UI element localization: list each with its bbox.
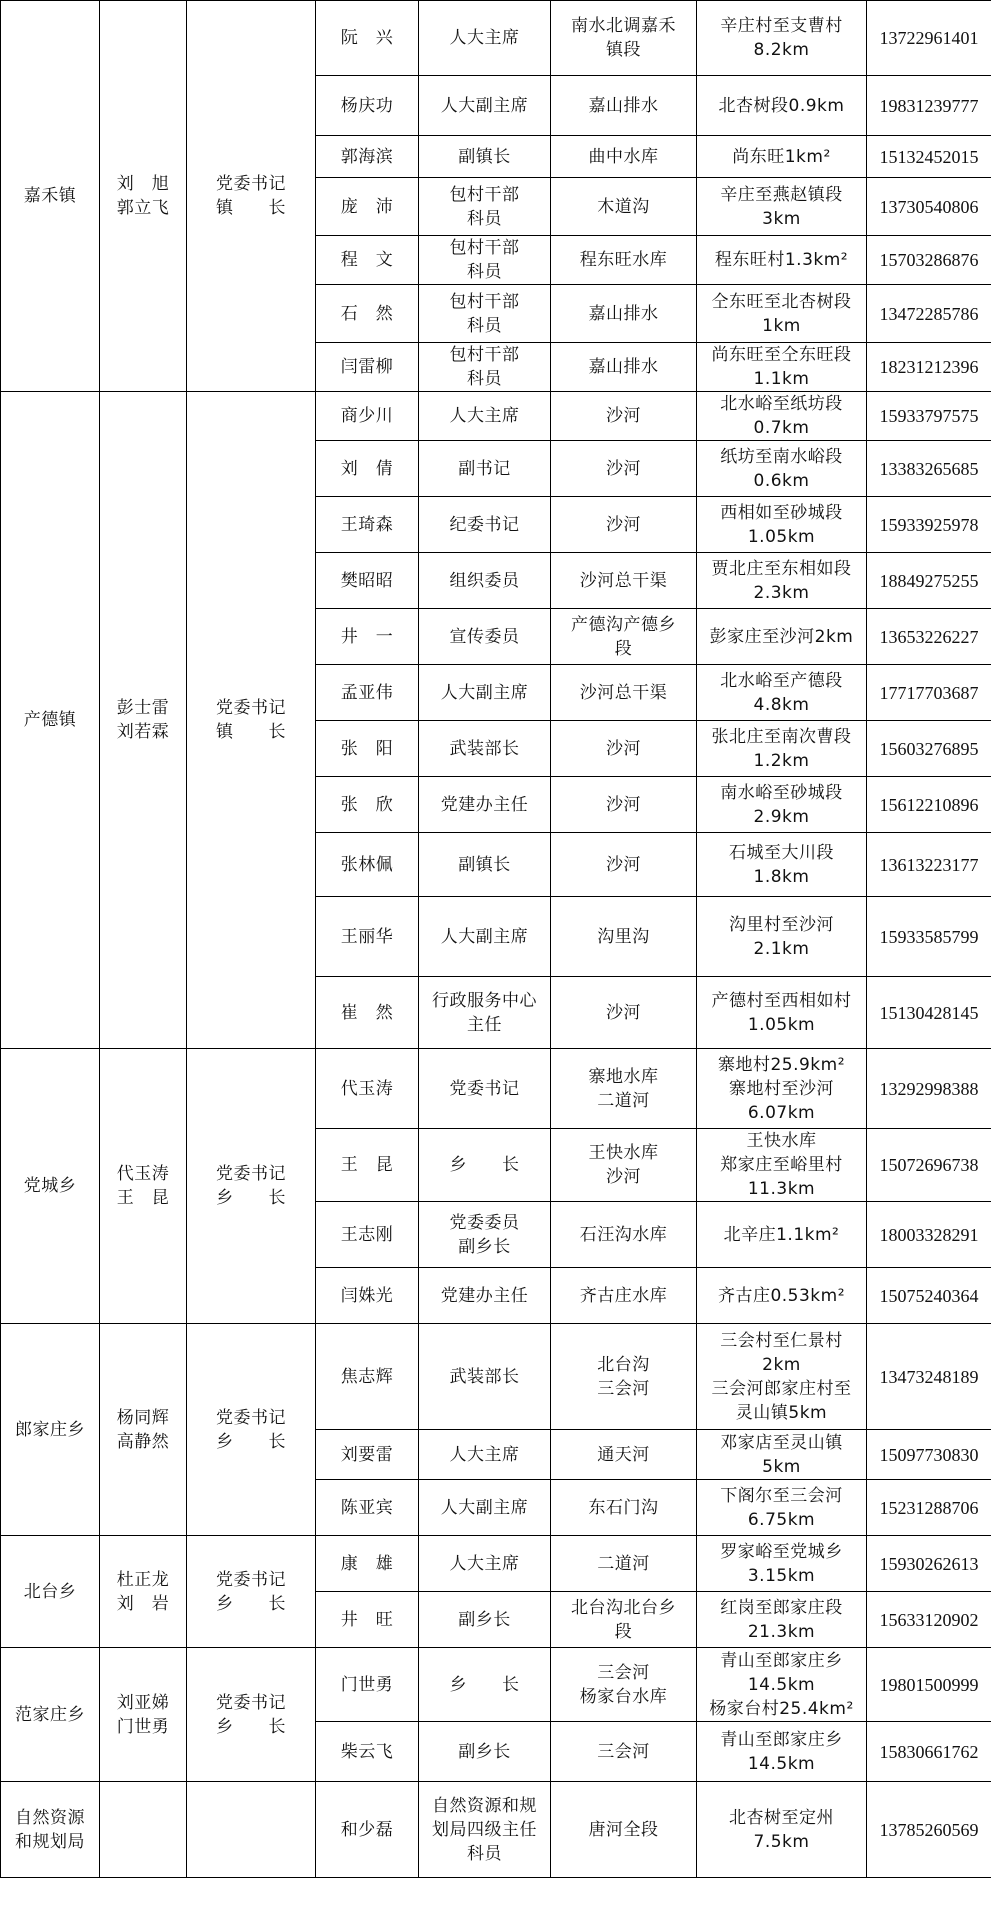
section-cell: 石城至大川段 1.8km bbox=[697, 833, 867, 897]
river-cell: 沙河 bbox=[551, 392, 697, 441]
chief-title-cell: 人大主席 bbox=[419, 1430, 551, 1480]
chief-name-cell: 刘 倩 bbox=[316, 441, 419, 497]
section-cell: 西相如至砂城段 1.05km bbox=[697, 497, 867, 553]
chief-name-cell: 樊昭昭 bbox=[316, 553, 419, 609]
river-cell: 三会河 杨家台水库 bbox=[551, 1648, 697, 1722]
phone-cell: 15703286876 bbox=[867, 236, 991, 285]
chief-title-cell: 包村干部 科员 bbox=[419, 236, 551, 285]
river-cell: 齐古庄水库 bbox=[551, 1268, 697, 1324]
chief-title-cell: 武装部长 bbox=[419, 721, 551, 777]
river-cell: 通天河 bbox=[551, 1430, 697, 1480]
phone-cell: 13730540806 bbox=[867, 178, 991, 236]
phone-cell: 13473248189 bbox=[867, 1324, 991, 1430]
table-row bbox=[1, 1536, 991, 1592]
river-cell: 嘉山排水 bbox=[551, 343, 697, 392]
section-cell: 尚东旺1km² bbox=[697, 136, 867, 178]
phone-cell: 15933797575 bbox=[867, 392, 991, 441]
leader-cell: 代玉涛 王 昆 bbox=[100, 1049, 187, 1324]
section-cell: 青山至郎家庄乡 14.5km bbox=[697, 1722, 867, 1782]
phone-cell: 15603276895 bbox=[867, 721, 991, 777]
chief-title-cell: 人大主席 bbox=[419, 1, 551, 76]
phone-cell: 13292998388 bbox=[867, 1049, 991, 1129]
table-row bbox=[1, 392, 991, 441]
chief-title-cell: 副书记 bbox=[419, 441, 551, 497]
chief-name-cell: 刘要雷 bbox=[316, 1430, 419, 1480]
chief-name-cell: 焦志辉 bbox=[316, 1324, 419, 1430]
river-cell: 北台沟北台乡 段 bbox=[551, 1592, 697, 1648]
phone-cell: 15633120902 bbox=[867, 1592, 991, 1648]
phone-cell: 15072696738 bbox=[867, 1129, 991, 1202]
leader-cell: 杨同辉 高静然 bbox=[100, 1324, 187, 1536]
chief-title-cell: 包村干部 科员 bbox=[419, 343, 551, 392]
section-cell: 程东旺村1.3km² bbox=[697, 236, 867, 285]
river-cell: 程东旺水库 bbox=[551, 236, 697, 285]
chief-name-cell: 张 阳 bbox=[316, 721, 419, 777]
river-cell: 嘉山排水 bbox=[551, 76, 697, 136]
chief-title-cell: 人大主席 bbox=[419, 1536, 551, 1592]
position-cell: 党委书记 乡 长 bbox=[187, 1324, 316, 1536]
leader-cell: 彭士雷 刘若霖 bbox=[100, 392, 187, 1049]
phone-cell: 13785260569 bbox=[867, 1782, 991, 1878]
town-cell: 北台乡 bbox=[1, 1536, 100, 1648]
section-cell: 北辛庄1.1km² bbox=[697, 1202, 867, 1268]
table-row bbox=[1, 1648, 991, 1722]
chief-title-cell: 武装部长 bbox=[419, 1324, 551, 1430]
chief-title-cell: 乡 长 bbox=[419, 1648, 551, 1722]
river-cell: 沙河 bbox=[551, 441, 697, 497]
chief-title-cell: 乡 长 bbox=[419, 1129, 551, 1202]
leader-cell: 刘 旭 郭立飞 bbox=[100, 1, 187, 392]
chief-name-cell: 闫姝光 bbox=[316, 1268, 419, 1324]
phone-cell: 15130428145 bbox=[867, 977, 991, 1049]
town-cell: 范家庄乡 bbox=[1, 1648, 100, 1782]
chief-title-cell: 党建办主任 bbox=[419, 1268, 551, 1324]
chief-name-cell: 王琦森 bbox=[316, 497, 419, 553]
river-cell: 东石门沟 bbox=[551, 1480, 697, 1536]
section-cell: 辛庄至燕赵镇段 3km bbox=[697, 178, 867, 236]
section-cell: 纸坊至南水峪段 0.6km bbox=[697, 441, 867, 497]
town-cell: 嘉禾镇 bbox=[1, 1, 100, 392]
chief-name-cell: 柴云飞 bbox=[316, 1722, 419, 1782]
chief-title-cell: 副镇长 bbox=[419, 833, 551, 897]
chief-name-cell: 张林佩 bbox=[316, 833, 419, 897]
chief-name-cell: 石 然 bbox=[316, 285, 419, 343]
chief-name-cell: 阮 兴 bbox=[316, 1, 419, 76]
river-cell: 寨地水库 二道河 bbox=[551, 1049, 697, 1129]
chief-name-cell: 商少川 bbox=[316, 392, 419, 441]
river-cell: 南水北调嘉禾 镇段 bbox=[551, 1, 697, 76]
chief-title-cell: 人大副主席 bbox=[419, 1480, 551, 1536]
river-cell: 三会河 bbox=[551, 1722, 697, 1782]
chief-name-cell: 闫雷柳 bbox=[316, 343, 419, 392]
phone-cell: 15612210896 bbox=[867, 777, 991, 833]
table-row bbox=[1, 1, 991, 76]
chief-title-cell: 副乡长 bbox=[419, 1592, 551, 1648]
phone-cell: 13613223177 bbox=[867, 833, 991, 897]
chief-name-cell: 孟亚伟 bbox=[316, 665, 419, 721]
town-cell: 党城乡 bbox=[1, 1049, 100, 1324]
chief-name-cell: 郭海滨 bbox=[316, 136, 419, 178]
chief-title-cell: 人大副主席 bbox=[419, 76, 551, 136]
table-row bbox=[1, 1049, 991, 1129]
river-cell: 产德沟产德乡 段 bbox=[551, 609, 697, 665]
chief-title-cell: 纪委书记 bbox=[419, 497, 551, 553]
chief-name-cell: 杨庆功 bbox=[316, 76, 419, 136]
river-cell: 沙河 bbox=[551, 777, 697, 833]
chief-title-cell: 党建办主任 bbox=[419, 777, 551, 833]
river-cell: 沙河总干渠 bbox=[551, 665, 697, 721]
chief-name-cell: 王志刚 bbox=[316, 1202, 419, 1268]
section-cell: 红岗至郎家庄段 21.3km bbox=[697, 1592, 867, 1648]
river-cell: 木道沟 bbox=[551, 178, 697, 236]
river-cell: 沟里沟 bbox=[551, 897, 697, 977]
section-cell: 北杏树段0.9km bbox=[697, 76, 867, 136]
river-cell: 嘉山排水 bbox=[551, 285, 697, 343]
chief-title-cell: 人大副主席 bbox=[419, 665, 551, 721]
chief-title-cell: 宣传委员 bbox=[419, 609, 551, 665]
section-cell: 彭家庄至沙河2km bbox=[697, 609, 867, 665]
phone-cell: 19831239777 bbox=[867, 76, 991, 136]
position-cell: 党委书记 乡 长 bbox=[187, 1536, 316, 1648]
section-cell: 沟里村至沙河 2.1km bbox=[697, 897, 867, 977]
section-cell: 南水峪至砂城段 2.9km bbox=[697, 777, 867, 833]
table-row bbox=[1, 1324, 991, 1430]
section-cell: 北水峪至纸坊段 0.7km bbox=[697, 392, 867, 441]
chief-title-cell: 党委书记 bbox=[419, 1049, 551, 1129]
chief-name-cell: 和少磊 bbox=[316, 1782, 419, 1878]
river-cell: 沙河 bbox=[551, 497, 697, 553]
river-cell: 唐河全段 bbox=[551, 1782, 697, 1878]
position-cell: 党委书记 乡 长 bbox=[187, 1049, 316, 1324]
phone-cell: 13653226227 bbox=[867, 609, 991, 665]
position-cell: 党委书记 乡 长 bbox=[187, 1648, 316, 1782]
section-cell: 北杏树至定州 7.5km bbox=[697, 1782, 867, 1878]
section-cell: 仝东旺至北杏树段 1km bbox=[697, 285, 867, 343]
phone-cell: 17717703687 bbox=[867, 665, 991, 721]
phone-cell: 18849275255 bbox=[867, 553, 991, 609]
section-cell: 辛庄村至支曹村 8.2km bbox=[697, 1, 867, 76]
position-cell: 党委书记 镇 长 bbox=[187, 392, 316, 1049]
phone-cell: 15933925978 bbox=[867, 497, 991, 553]
chief-name-cell: 程 文 bbox=[316, 236, 419, 285]
river-cell: 沙河 bbox=[551, 977, 697, 1049]
chief-title-cell: 组织委员 bbox=[419, 553, 551, 609]
chief-title-cell: 副镇长 bbox=[419, 136, 551, 178]
phone-cell: 15132452015 bbox=[867, 136, 991, 178]
position-cell: 党委书记 镇 长 bbox=[187, 1, 316, 392]
phone-cell: 13383265685 bbox=[867, 441, 991, 497]
section-cell: 王快水库 郑家庄至峪里村 11.3km bbox=[697, 1129, 867, 1202]
phone-cell: 19801500999 bbox=[867, 1648, 991, 1722]
section-cell: 齐古庄0.53km² bbox=[697, 1268, 867, 1324]
chief-title-cell: 自然资源和规 划局四级主任 科员 bbox=[419, 1782, 551, 1878]
section-cell: 产德村至西相如村 1.05km bbox=[697, 977, 867, 1049]
chief-name-cell: 崔 然 bbox=[316, 977, 419, 1049]
chief-title-cell: 党委委员 副乡长 bbox=[419, 1202, 551, 1268]
chief-name-cell: 井 一 bbox=[316, 609, 419, 665]
section-cell: 三会村至仁景村 2km 三会河郎家庄村至 灵山镇5km bbox=[697, 1324, 867, 1430]
chief-name-cell: 张 欣 bbox=[316, 777, 419, 833]
chief-title-cell: 副乡长 bbox=[419, 1722, 551, 1782]
chief-title-cell: 行政服务中心 主任 bbox=[419, 977, 551, 1049]
section-cell: 罗家峪至党城乡 3.15km bbox=[697, 1536, 867, 1592]
chief-name-cell: 井 旺 bbox=[316, 1592, 419, 1648]
river-cell: 王快水库 沙河 bbox=[551, 1129, 697, 1202]
phone-cell: 15930262613 bbox=[867, 1536, 991, 1592]
river-cell: 沙河 bbox=[551, 833, 697, 897]
river-cell: 二道河 bbox=[551, 1536, 697, 1592]
phone-cell: 15830661762 bbox=[867, 1722, 991, 1782]
leader-cell: 刘亚娣 门世勇 bbox=[100, 1648, 187, 1782]
chief-title-cell: 人大主席 bbox=[419, 392, 551, 441]
position-cell bbox=[187, 1782, 316, 1878]
leader-cell bbox=[100, 1782, 187, 1878]
chief-name-cell: 庞 沛 bbox=[316, 178, 419, 236]
phone-cell: 15933585799 bbox=[867, 897, 991, 977]
chief-name-cell: 门世勇 bbox=[316, 1648, 419, 1722]
chief-title-cell: 人大副主席 bbox=[419, 897, 551, 977]
river-cell: 石汪沟水库 bbox=[551, 1202, 697, 1268]
river-cell: 北台沟 三会河 bbox=[551, 1324, 697, 1430]
phone-cell: 13472285786 bbox=[867, 285, 991, 343]
chief-name-cell: 王丽华 bbox=[316, 897, 419, 977]
section-cell: 邓家店至灵山镇 5km bbox=[697, 1430, 867, 1480]
river-cell: 曲中水库 bbox=[551, 136, 697, 178]
phone-cell: 18003328291 bbox=[867, 1202, 991, 1268]
section-cell: 青山至郎家庄乡 14.5km 杨家台村25.4km² bbox=[697, 1648, 867, 1722]
river-cell: 沙河总干渠 bbox=[551, 553, 697, 609]
section-cell: 尚东旺至仝东旺段 1.1km bbox=[697, 343, 867, 392]
phone-cell: 13722961401 bbox=[867, 1, 991, 76]
section-cell: 下阁尔至三会河 6.75km bbox=[697, 1480, 867, 1536]
chief-name-cell: 陈亚宾 bbox=[316, 1480, 419, 1536]
town-cell: 自然资源 和规划局 bbox=[1, 1782, 100, 1878]
phone-cell: 15075240364 bbox=[867, 1268, 991, 1324]
chief-name-cell: 王 昆 bbox=[316, 1129, 419, 1202]
section-cell: 张北庄至南次曹段 1.2km bbox=[697, 721, 867, 777]
phone-cell: 15097730830 bbox=[867, 1430, 991, 1480]
phone-cell: 18231212396 bbox=[867, 343, 991, 392]
chief-name-cell: 康 雄 bbox=[316, 1536, 419, 1592]
phone-cell: 15231288706 bbox=[867, 1480, 991, 1536]
town-cell: 产德镇 bbox=[1, 392, 100, 1049]
chief-title-cell: 包村干部 科员 bbox=[419, 285, 551, 343]
section-cell: 寨地村25.9km² 寨地村至沙河 6.07km bbox=[697, 1049, 867, 1129]
chief-name-cell: 代玉涛 bbox=[316, 1049, 419, 1129]
section-cell: 贾北庄至东相如段 2.3km bbox=[697, 553, 867, 609]
town-cell: 郎家庄乡 bbox=[1, 1324, 100, 1536]
section-cell: 北水峪至产德段 4.8km bbox=[697, 665, 867, 721]
leader-cell: 杜正龙 刘 岩 bbox=[100, 1536, 187, 1648]
table-row bbox=[1, 1782, 991, 1878]
chief-title-cell: 包村干部 科员 bbox=[419, 178, 551, 236]
river-cell: 沙河 bbox=[551, 721, 697, 777]
